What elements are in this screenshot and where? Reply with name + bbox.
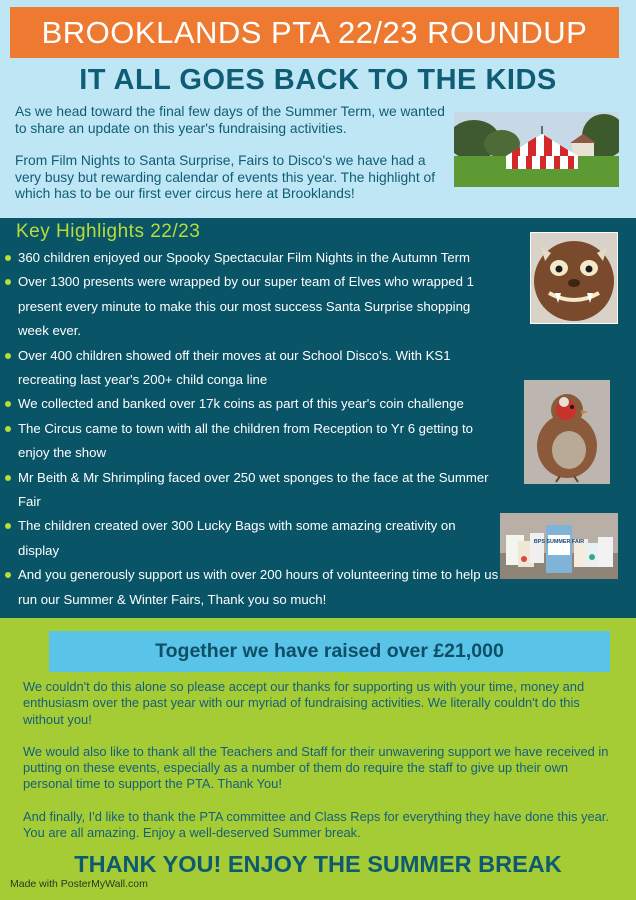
list-item: The Circus came to town with all the children from Reception to Yr 6 getting to enjoy the show: [0, 417, 500, 466]
highlights-list: [0, 246, 500, 612]
thanks-paragraph: We couldn't do this alone so please accept our thanks for supporting us with your time, money and enthusiasm over the past year with our myriad of fundraising activities. We literally couldn't do this without you!: [23, 679, 585, 727]
list-item: The children created over 300 Lucky Bags with some amazing creativity on display: [0, 514, 500, 563]
list-item: Mr Beith & Mr Shrimpling faced over 250 wet sponges to the face at the Summer Fair: [0, 466, 500, 515]
highlights-title: Key Highlights 22/23: [16, 221, 201, 242]
circus-tent-photo: [454, 112, 619, 187]
total-raised-banner: Together we have raised over £21,000: [49, 631, 610, 672]
intro-text: [15, 104, 445, 219]
list-item: 360 children enjoyed our Spooky Spectacular Film Nights in the Autumn Term: [0, 246, 500, 270]
thanks-paragraph: And finally, I'd like to thank the PTA committee and Class Reps for everything they have done this year. You are all amazing. Enjoy a well-deserved Summer break.: [23, 808, 609, 841]
intro-paragraph: As we head toward the final few days of the Summer Term, we wanted to share an update on this year's fundraising activities.: [15, 104, 445, 136]
thank-you-text: [23, 679, 621, 857]
made-with-credit: Made with PosterMyWall.com: [10, 878, 148, 890]
thanks-paragraph: We would also like to thank all the Teachers and Staff for their unwavering support we have received in putting on these events, especially as a number of them do require the staff to give up their own personal time to support the PTA. Thank You!: [23, 743, 609, 792]
list-item: We collected and banked over 17k coins as part of this year's coin challenge: [0, 392, 500, 416]
page-banner: BROOKLANDS PTA 22/23 ROUNDUP: [10, 7, 619, 58]
gruffalo-cake-photo: [530, 232, 618, 324]
lucky-bags-photo: [500, 513, 618, 579]
list-item: And you generously support us with over 200 hours of volunteering time to help us run our Summer & Winter Fairs, Thank you so much!: [0, 563, 500, 612]
bags-sign-text: BPS SUMMER FAIR: [533, 539, 585, 545]
page-headline: IT ALL GOES BACK TO THE KIDS: [79, 64, 557, 96]
intro-paragraph: From Film Nights to Santa Surprise, Fairs to Disco's we have had a very busy but rewarding calendar of events this year. The highlight of which has to be our first ever circus here at Brooklands!: [15, 153, 436, 202]
closing-message: THANK YOU! ENJOY THE SUMMER BREAK: [74, 851, 562, 877]
list-item: Over 400 children showed off their moves at our School Disco's. With KS1 recreating last year's 200+ child conga line: [0, 344, 500, 393]
coin-robin-photo: [524, 380, 610, 484]
list-item: Over 1300 presents were wrapped by our super team of Elves who wrapped 1 present every minute to make this our most success Santa Surprise shopping week ever.: [0, 270, 500, 343]
